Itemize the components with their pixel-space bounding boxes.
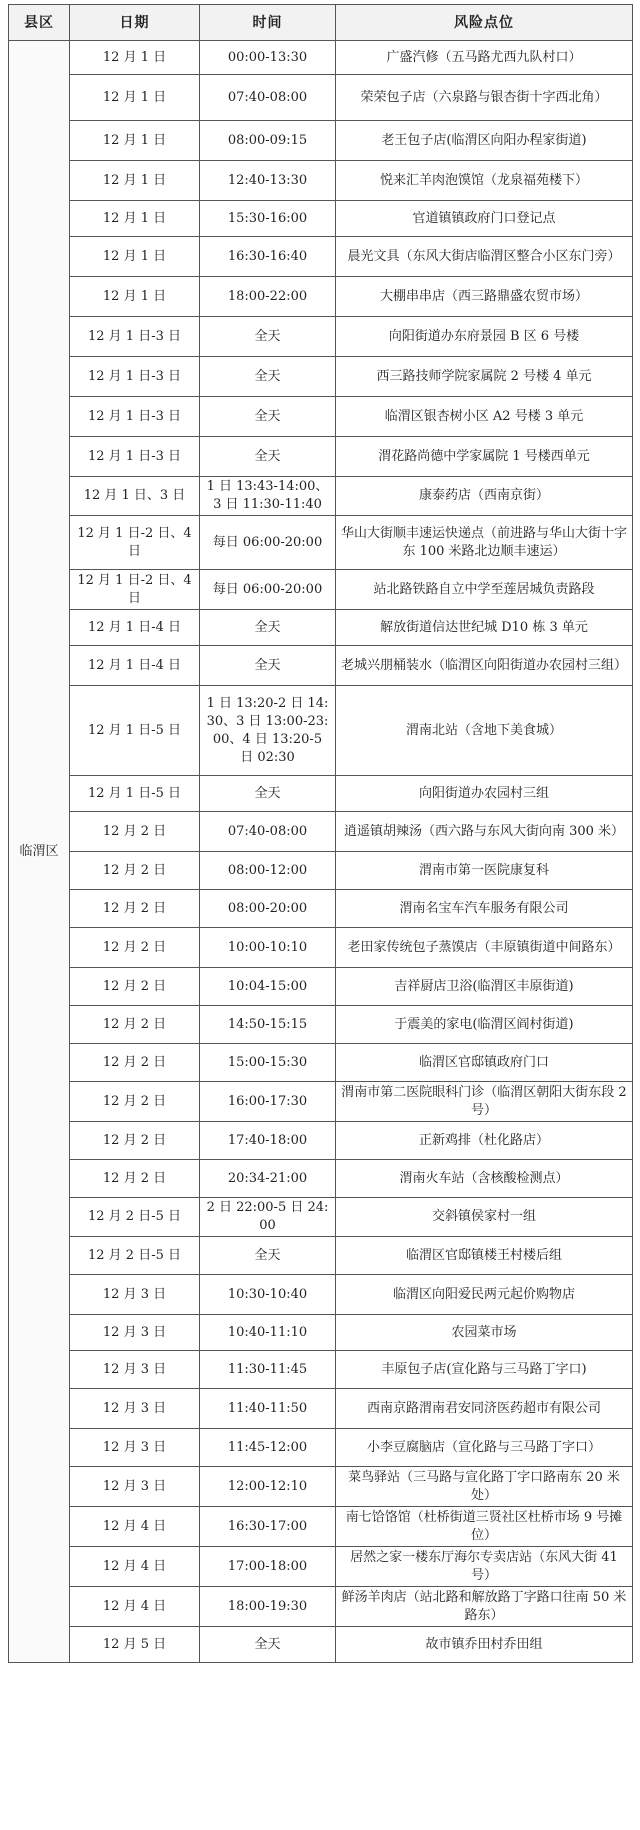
time-cell: 07:40-08:00 xyxy=(200,75,336,121)
time-cell: 10:04-15:00 xyxy=(200,968,336,1006)
time-cell: 全天 xyxy=(200,357,336,397)
header-place: 风险点位 xyxy=(336,5,633,41)
date-cell: 12 月 2 日 xyxy=(70,812,200,852)
date-cell: 12 月 4 日 xyxy=(70,1587,200,1627)
table-row xyxy=(9,890,633,928)
time-cell: 17:40-18:00 xyxy=(200,1122,336,1160)
table-row xyxy=(9,1429,633,1467)
table-row xyxy=(9,1082,633,1122)
table-row xyxy=(9,1198,633,1237)
time-cell: 全天 xyxy=(200,646,336,686)
risk-locations-table xyxy=(8,4,633,1663)
table-row xyxy=(9,1006,633,1044)
place-cell: 故市镇乔田村乔田组 xyxy=(336,1627,633,1663)
time-cell: 08:00-09:15 xyxy=(200,121,336,161)
place-cell: 西南京路渭南君安同济医药超市有限公司 xyxy=(336,1389,633,1429)
place-cell: 鲜汤羊肉店（站北路和解放路丁字路口往南 50 米路东） xyxy=(336,1587,633,1627)
place-cell: 渭南市第一医院康复科 xyxy=(336,852,633,890)
header-row xyxy=(9,5,633,41)
date-cell: 12 月 4 日 xyxy=(70,1547,200,1587)
time-cell: 1 日 13:43-14:00、3 日 11:30-11:40 xyxy=(200,477,336,516)
date-cell: 12 月 2 日-5 日 xyxy=(70,1237,200,1275)
table-row xyxy=(9,1275,633,1315)
table-row xyxy=(9,357,633,397)
place-cell: 老田家传统包子蒸馍店（丰原镇街道中间路东） xyxy=(336,928,633,968)
table-row xyxy=(9,1587,633,1627)
date-cell: 12 月 1 日-3 日 xyxy=(70,437,200,477)
date-cell: 12 月 1 日、3 日 xyxy=(70,477,200,516)
place-cell: 菜鸟驿站（三马路与宣化路丁字口路南东 20 米处） xyxy=(336,1467,633,1507)
place-cell: 官道镇镇政府门口登记点 xyxy=(336,201,633,237)
date-cell: 12 月 1 日-5 日 xyxy=(70,776,200,812)
table-row xyxy=(9,161,633,201)
time-cell: 2 日 22:00-5 日 24:00 xyxy=(200,1198,336,1237)
time-cell: 全天 xyxy=(200,610,336,646)
date-cell: 12 月 1 日-4 日 xyxy=(70,646,200,686)
date-cell: 12 月 3 日 xyxy=(70,1275,200,1315)
date-cell: 12 月 3 日 xyxy=(70,1351,200,1389)
place-cell: 南七饸饹馆（杜桥街道三贤社区杜桥市场 9 号摊位） xyxy=(336,1507,633,1547)
place-cell: 站北路铁路自立中学至莲居城负责路段 xyxy=(336,570,633,610)
table-row xyxy=(9,1467,633,1507)
place-cell: 临渭区银杏树小区 A2 号楼 3 单元 xyxy=(336,397,633,437)
place-cell: 解放街道信达世纪城 D10 栋 3 单元 xyxy=(336,610,633,646)
date-cell: 12 月 1 日 xyxy=(70,161,200,201)
date-cell: 12 月 1 日 xyxy=(70,41,200,75)
time-cell: 全天 xyxy=(200,317,336,357)
table-row xyxy=(9,812,633,852)
time-cell: 18:00-19:30 xyxy=(200,1587,336,1627)
time-cell: 11:45-12:00 xyxy=(200,1429,336,1467)
table-row xyxy=(9,277,633,317)
time-cell: 16:30-16:40 xyxy=(200,237,336,277)
time-cell: 08:00-20:00 xyxy=(200,890,336,928)
place-cell: 逍遥镇胡辣汤（西六路与东风大街向南 300 米） xyxy=(336,812,633,852)
date-cell: 12 月 2 日 xyxy=(70,852,200,890)
header-date: 日期 xyxy=(70,5,200,41)
time-cell: 14:50-15:15 xyxy=(200,1006,336,1044)
place-cell: 西三路技师学院家属院 2 号楼 4 单元 xyxy=(336,357,633,397)
place-cell: 老王包子店(临渭区向阳办程家街道) xyxy=(336,121,633,161)
time-cell: 15:00-15:30 xyxy=(200,1044,336,1082)
table-row xyxy=(9,1351,633,1389)
date-cell: 12 月 1 日-3 日 xyxy=(70,317,200,357)
table-row xyxy=(9,1627,633,1663)
place-cell: 丰原包子店(宣化路与三马路丁字口) xyxy=(336,1351,633,1389)
time-cell: 16:00-17:30 xyxy=(200,1082,336,1122)
date-cell: 12 月 1 日-4 日 xyxy=(70,610,200,646)
date-cell: 12 月 1 日-3 日 xyxy=(70,357,200,397)
place-cell: 向阳街道办农园村三组 xyxy=(336,776,633,812)
table-row xyxy=(9,610,633,646)
date-cell: 12 月 2 日-5 日 xyxy=(70,1198,200,1237)
time-cell: 全天 xyxy=(200,437,336,477)
table-row xyxy=(9,968,633,1006)
place-cell: 渭南市第二医院眼科门诊（临渭区朝阳大街东段 2 号） xyxy=(336,1082,633,1122)
time-cell: 全天 xyxy=(200,1627,336,1663)
date-cell: 12 月 2 日 xyxy=(70,1044,200,1082)
date-cell: 12 月 2 日 xyxy=(70,1082,200,1122)
place-cell: 小李豆腐脑店（宣化路与三马路丁字口） xyxy=(336,1429,633,1467)
table-row xyxy=(9,1507,633,1547)
date-cell: 12 月 1 日-2 日、4 日 xyxy=(70,570,200,610)
table-row xyxy=(9,928,633,968)
table-row xyxy=(9,477,633,516)
date-cell: 12 月 4 日 xyxy=(70,1507,200,1547)
place-cell: 向阳街道办东府景园 B 区 6 号楼 xyxy=(336,317,633,357)
date-cell: 12 月 1 日-3 日 xyxy=(70,397,200,437)
table-row xyxy=(9,75,633,121)
time-cell: 00:00-13:30 xyxy=(200,41,336,75)
place-cell: 临渭区向阳爱民两元起价购物店 xyxy=(336,1275,633,1315)
time-cell: 每日 06:00-20:00 xyxy=(200,570,336,610)
time-cell: 07:40-08:00 xyxy=(200,812,336,852)
time-cell: 08:00-12:00 xyxy=(200,852,336,890)
time-cell: 10:00-10:10 xyxy=(200,928,336,968)
place-cell: 吉祥厨店卫浴(临渭区丰原街道) xyxy=(336,968,633,1006)
risk-table-container xyxy=(8,4,632,1663)
date-cell: 12 月 1 日 xyxy=(70,277,200,317)
table-row xyxy=(9,1237,633,1275)
table-row xyxy=(9,121,633,161)
time-cell: 15:30-16:00 xyxy=(200,201,336,237)
place-cell: 临渭区官邸镇政府门口 xyxy=(336,1044,633,1082)
table-body xyxy=(9,41,633,1663)
place-cell: 晨光文具（东风大街店临渭区整合小区东门旁） xyxy=(336,237,633,277)
time-cell: 10:40-11:10 xyxy=(200,1315,336,1351)
date-cell: 12 月 1 日 xyxy=(70,237,200,277)
table-row xyxy=(9,437,633,477)
place-cell: 华山大街顺丰速运快递点（前进路与华山大街十字东 100 米路北边顺丰速运） xyxy=(336,516,633,570)
time-cell: 12:00-12:10 xyxy=(200,1467,336,1507)
time-cell: 1 日 13:20-2 日 14:30、3 日 13:00-23:00、4 日 13:20-5 日 02:30 xyxy=(200,686,336,776)
date-cell: 12 月 5 日 xyxy=(70,1627,200,1663)
place-cell: 老城兴朋桶装水（临渭区向阳街道办农园村三组） xyxy=(336,646,633,686)
table-row xyxy=(9,776,633,812)
table-row xyxy=(9,397,633,437)
place-cell: 交斜镇侯家村一组 xyxy=(336,1198,633,1237)
date-cell: 12 月 3 日 xyxy=(70,1389,200,1429)
place-cell: 渭花路尚德中学家属院 1 号楼西单元 xyxy=(336,437,633,477)
table-row xyxy=(9,1122,633,1160)
date-cell: 12 月 1 日 xyxy=(70,121,200,161)
place-cell: 广盛汽修（五马路尤西九队村口） xyxy=(336,41,633,75)
table-row xyxy=(9,1160,633,1198)
date-cell: 12 月 2 日 xyxy=(70,968,200,1006)
header-time: 时间 xyxy=(200,5,336,41)
county-cell: 临渭区 xyxy=(9,41,70,1663)
place-cell: 农园菜市场 xyxy=(336,1315,633,1351)
date-cell: 12 月 2 日 xyxy=(70,890,200,928)
date-cell: 12 月 2 日 xyxy=(70,1006,200,1044)
place-cell: 悦来汇羊肉泡馍馆（龙泉福苑楼下） xyxy=(336,161,633,201)
time-cell: 10:30-10:40 xyxy=(200,1275,336,1315)
header-county: 县区 xyxy=(9,5,70,41)
place-cell: 康泰药店（西南京街） xyxy=(336,477,633,516)
time-cell: 20:34-21:00 xyxy=(200,1160,336,1198)
place-cell: 居然之家一楼东厅海尔专卖店站（东风大街 41 号） xyxy=(336,1547,633,1587)
date-cell: 12 月 3 日 xyxy=(70,1315,200,1351)
time-cell: 全天 xyxy=(200,776,336,812)
time-cell: 11:30-11:45 xyxy=(200,1351,336,1389)
place-cell: 渭南名宝车汽车服务有限公司 xyxy=(336,890,633,928)
date-cell: 12 月 1 日 xyxy=(70,75,200,121)
table-row xyxy=(9,1389,633,1429)
place-cell: 大棚串串店（西三路鼎盛农贸市场） xyxy=(336,277,633,317)
date-cell: 12 月 3 日 xyxy=(70,1429,200,1467)
time-cell: 18:00-22:00 xyxy=(200,277,336,317)
date-cell: 12 月 2 日 xyxy=(70,928,200,968)
table-row xyxy=(9,570,633,610)
place-cell: 荣荣包子店（六泉路与银杏街十字西北角） xyxy=(336,75,633,121)
place-cell: 于震美的家电(临渭区阎村街道) xyxy=(336,1006,633,1044)
table-row xyxy=(9,686,633,776)
place-cell: 渭南火车站（含核酸检测点） xyxy=(336,1160,633,1198)
table-row xyxy=(9,1315,633,1351)
table-row xyxy=(9,317,633,357)
place-cell: 正新鸡排（杜化路店） xyxy=(336,1122,633,1160)
time-cell: 12:40-13:30 xyxy=(200,161,336,201)
date-cell: 12 月 1 日-5 日 xyxy=(70,686,200,776)
table-row xyxy=(9,41,633,75)
date-cell: 12 月 2 日 xyxy=(70,1160,200,1198)
time-cell: 全天 xyxy=(200,397,336,437)
place-cell: 临渭区官邸镇楼王村楼后组 xyxy=(336,1237,633,1275)
time-cell: 每日 06:00-20:00 xyxy=(200,516,336,570)
time-cell: 16:30-17:00 xyxy=(200,1507,336,1547)
table-row xyxy=(9,852,633,890)
date-cell: 12 月 1 日 xyxy=(70,201,200,237)
table-row xyxy=(9,516,633,570)
table-row xyxy=(9,1044,633,1082)
time-cell: 17:00-18:00 xyxy=(200,1547,336,1587)
date-cell: 12 月 3 日 xyxy=(70,1467,200,1507)
table-row xyxy=(9,201,633,237)
table-row xyxy=(9,1547,633,1587)
table-row xyxy=(9,646,633,686)
time-cell: 11:40-11:50 xyxy=(200,1389,336,1429)
place-cell: 渭南北站（含地下美食城） xyxy=(336,686,633,776)
date-cell: 12 月 1 日-2 日、4 日 xyxy=(70,516,200,570)
time-cell: 全天 xyxy=(200,1237,336,1275)
date-cell: 12 月 2 日 xyxy=(70,1122,200,1160)
table-row xyxy=(9,237,633,277)
